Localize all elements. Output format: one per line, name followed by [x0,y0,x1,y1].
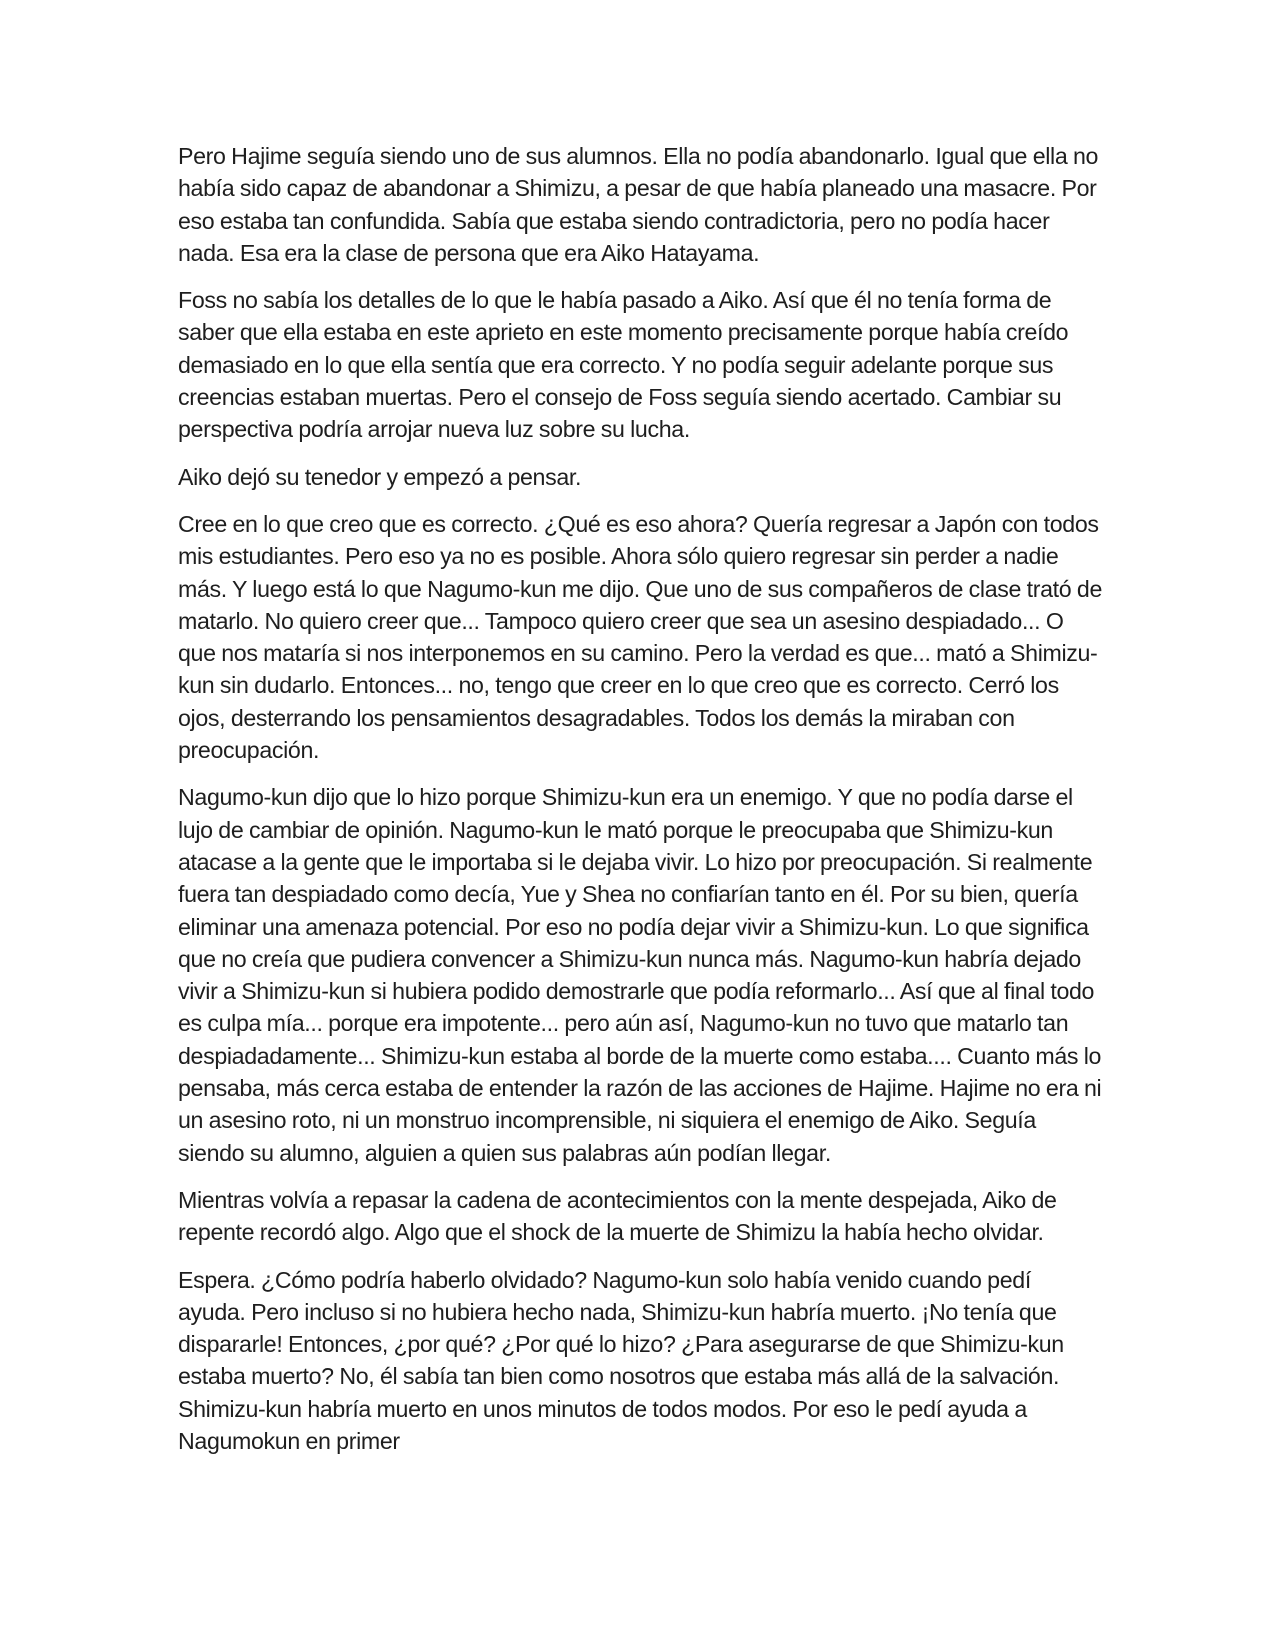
document-page [178,140,1103,1472]
paragraph-5: Nagumo-kun dijo que lo hizo porque Shimizu-kun era un enemigo. Y que no podía darse el lujo de cambiar de opinión. Nagumo-kun le mató porque le preocupaba que Shimizu-kun atacase a la gente que le importaba si le dejaba vivir. Lo hizo por preocupación. Si realmente fuera tan despiadado como decía, Yue y Shea no confiarían tanto en él. Por su bien, quería eliminar una amenaza potencial. Por eso no podía dejar vivir a Shimizu-kun. Lo que significa que no creía que pudiera convencer a Shimizu-kun nunca más. Nagumo-kun habría dejado vivir a Shimizu-kun si hubiera podido demostrarle que podía reformarlo... Así que al final todo es culpa mía... porque era impotente... pero aún así, Nagumo-kun no tuvo que matarlo tan despiadadamente... Shimizu-kun estaba al borde de la muerte como estaba.... Cuanto más lo pensaba, más cerca estaba de entender la razón de las acciones de Hajime. Hajime no era ni un asesino roto, ni un monstruo incomprensible, ni siquiera el enemigo de Aiko. Seguía siendo su alumno, alguien a quien sus palabras aún podían llegar. [178,784,1102,1166]
paragraph-6: Mientras volvía a repasar la cadena de acontecimientos con la mente despejada, Aiko de repente recordó algo. Algo que el shock de la muerte de Shimizu la había hecho olvidar. [178,1186,1057,1246]
paragraph-1: Pero Hajime seguía siendo uno de sus alumnos. Ella no podía abandonarlo. Igual que ella no había sido capaz de abandonar a Shimizu, a pesar de que había planeado una masacre. Por eso estaba tan confundida. Sabía que estaba siendo contradictoria, pero no podía hacer nada. Esa era la clase de persona que era Aiko Hatayama. [178,143,1099,266]
paragraph-3: Aiko dejó su tenedor y empezó a pensar. [178,463,582,490]
paragraph-2: Foss no sabía los detalles de lo que le había pasado a Aiko. Así que él no tenía forma de saber que ella estaba en este aprieto en este momento precisamente porque había creído demasiado en lo que ella sentía que era correcto. Y no podía seguir adelante porque sus creencias estaban muertas. Pero el consejo de Foss seguía siendo acertado. Cambiar su perspectiva podría arrojar nueva luz sobre su lucha. [178,287,1069,443]
paragraph-4: Cree en lo que creo que es correcto. ¿Qué es eso ahora? Quería regresar a Japón con todos mis estudiantes. Pero eso ya no es posible. Ahora sólo quiero regresar sin perder a nadie más. Y luego está lo que Nagumo-kun me dijo. Que uno de sus compañeros de clase trató de matarlo. No quiero creer que... Tampoco quiero creer que sea un asesino despiadado... O que nos mataría si nos interponemos en su camino. Pero la verdad es que... mató a Shimizu-kun sin dudarlo. Entonces... no, tengo que creer en lo que creo que es correcto. Cerró los ojos, desterrando los pensamientos desagradables. Todos los demás la miraban con preocupación. [178,510,1102,764]
paragraph-7: Espera. ¿Cómo podría haberlo olvidado? Nagumo-kun solo había venido cuando pedí ayuda. Pero incluso si no hubiera hecho nada, Shimizu-kun habría muerto. ¡No tenía que dispararle! Entonces, ¿por qué? ¿Por qué lo hizo? ¿Para asegurarse de que Shimizu-kun estaba muerto? No, él sabía tan bien como nosotros que estaba más allá de la salvación. Shimizu-kun habría muerto en unos minutos de todos modos. Por eso le pedí ayuda a Nagumokun en primer [178,1266,1064,1454]
